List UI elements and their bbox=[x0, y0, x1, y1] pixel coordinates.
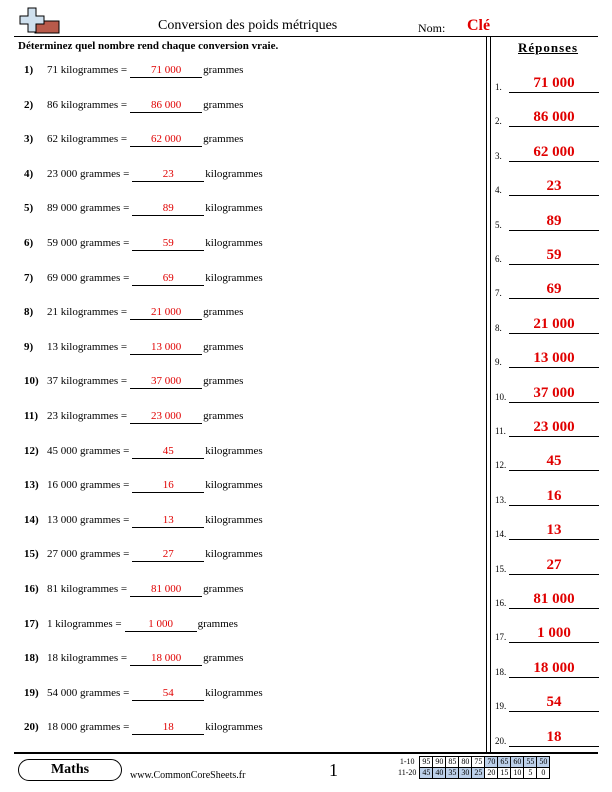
answer-key-value: 45 bbox=[509, 452, 599, 471]
answer-key-value: 13 000 bbox=[509, 349, 599, 368]
question-text bbox=[47, 548, 263, 562]
score-row bbox=[396, 768, 550, 779]
question-prompt: 23 kilogrammes = bbox=[47, 410, 128, 422]
answer-key-number: 12. bbox=[495, 460, 507, 471]
answer-blank[interactable]: 23 000 bbox=[130, 410, 202, 424]
column-divider bbox=[486, 36, 487, 752]
answer-key-row bbox=[495, 242, 605, 264]
answer-key-row bbox=[495, 552, 605, 574]
score-cell: 0 bbox=[537, 768, 550, 779]
score-cell: 10 bbox=[511, 768, 524, 779]
question-unit: grammes bbox=[197, 617, 238, 630]
answer-key-number: 8. bbox=[495, 322, 502, 333]
question-number: 10) bbox=[24, 375, 39, 388]
question-unit: kilogrammes bbox=[205, 513, 263, 526]
instructions: Déterminez quel nombre rend chaque conversion vraie. bbox=[18, 40, 279, 52]
question-text bbox=[47, 99, 243, 113]
answer-key-value: 23 bbox=[509, 177, 599, 196]
answer-blank[interactable]: 13 bbox=[132, 514, 204, 528]
answer-blank[interactable]: 16 bbox=[132, 479, 204, 493]
answer-blank[interactable]: 37 000 bbox=[130, 375, 202, 389]
question-number: 16) bbox=[24, 583, 39, 595]
answer-key-row bbox=[495, 345, 605, 367]
answer-key-row bbox=[495, 517, 605, 539]
score-table bbox=[396, 756, 550, 779]
page-number: 1 bbox=[329, 760, 338, 780]
question-prompt: 1 kilogrammes = bbox=[47, 617, 122, 630]
answer-key-value: 27 bbox=[509, 556, 599, 575]
question-number: 18) bbox=[24, 652, 39, 665]
question-prompt: 81 kilogrammes = bbox=[47, 583, 128, 595]
score-cell: 70 bbox=[485, 757, 498, 768]
score-cell: 60 bbox=[511, 757, 524, 768]
question-text bbox=[47, 168, 263, 182]
answer-key-number: 6. bbox=[495, 254, 502, 264]
score-cell: 75 bbox=[472, 757, 485, 768]
answer-key-value: 71 000 bbox=[509, 74, 599, 93]
question-prompt: 23 000 grammes = bbox=[47, 167, 130, 180]
answer-key-value: 81 000 bbox=[509, 590, 599, 609]
answer-key-row bbox=[495, 448, 605, 470]
question-number: 17) bbox=[24, 617, 39, 630]
score-cell: 30 bbox=[459, 768, 472, 779]
answer-key-number: 1. bbox=[495, 82, 502, 92]
question-number: 1) bbox=[24, 64, 34, 76]
question-text bbox=[47, 514, 263, 528]
answer-blank[interactable]: 71 000 bbox=[130, 64, 202, 78]
score-cell: 45 bbox=[420, 768, 433, 779]
question-unit: grammes bbox=[203, 410, 244, 422]
score-cell: 90 bbox=[433, 757, 446, 768]
answer-key-number: 11. bbox=[495, 426, 506, 436]
website-link[interactable]: www.CommonCoreSheets.fr bbox=[130, 770, 246, 781]
answer-blank[interactable]: 59 bbox=[132, 237, 204, 251]
question-number: 19) bbox=[24, 686, 39, 699]
question-text bbox=[47, 202, 263, 216]
answer-blank[interactable]: 13 000 bbox=[130, 341, 202, 355]
question-text bbox=[47, 618, 238, 632]
answer-key-number: 20. bbox=[495, 735, 507, 746]
question-unit: grammes bbox=[203, 64, 244, 76]
question-prompt: 13 000 grammes = bbox=[47, 513, 130, 526]
name-label: Nom: bbox=[418, 21, 446, 35]
answer-key-row bbox=[495, 380, 605, 402]
answer-key-value: 16 bbox=[509, 487, 599, 506]
answer-key-row bbox=[495, 414, 605, 436]
answer-blank[interactable]: 86 000 bbox=[130, 99, 202, 113]
question-number: 11) bbox=[24, 410, 39, 422]
question-text bbox=[47, 583, 243, 597]
answer-key-row bbox=[495, 724, 605, 746]
question-unit: kilogrammes bbox=[205, 548, 263, 561]
answer-blank[interactable]: 81 000 bbox=[130, 583, 202, 597]
answer-key-value: 13 bbox=[509, 521, 599, 540]
answer-key-row bbox=[495, 689, 605, 711]
question-unit: grammes bbox=[203, 652, 244, 665]
question-text bbox=[47, 272, 263, 286]
question-text bbox=[47, 375, 243, 389]
question-prompt: 13 kilogrammes = bbox=[47, 340, 128, 353]
score-cell: 95 bbox=[420, 757, 433, 768]
question-number: 9) bbox=[24, 340, 34, 353]
answer-key-number: 19. bbox=[495, 701, 507, 712]
answer-key-number: 18. bbox=[495, 666, 507, 677]
answer-key-value: 1 000 bbox=[509, 624, 599, 643]
question-unit: kilogrammes bbox=[205, 479, 263, 492]
question-prompt: 16 000 grammes = bbox=[47, 479, 130, 492]
answer-blank[interactable]: 54 bbox=[132, 687, 204, 701]
answer-key-value: 18 bbox=[509, 728, 599, 747]
question-text bbox=[47, 479, 263, 493]
question-text bbox=[47, 445, 263, 459]
answer-key-row bbox=[495, 620, 605, 642]
answer-blank[interactable]: 69 bbox=[132, 272, 204, 286]
answer-key-number: 13. bbox=[495, 494, 507, 505]
question-number: 5) bbox=[24, 202, 34, 215]
question-number: 13) bbox=[24, 479, 39, 492]
subject-badge: Maths bbox=[18, 759, 122, 781]
question-unit: grammes bbox=[203, 306, 244, 319]
question-prompt: 69 000 grammes = bbox=[47, 271, 130, 284]
answer-key-value: 23 000 bbox=[509, 418, 599, 437]
answer-key-number: 15. bbox=[495, 563, 507, 574]
answer-blank[interactable]: 21 000 bbox=[130, 306, 202, 320]
answer-key-value: 54 bbox=[509, 693, 599, 712]
question-text bbox=[47, 306, 243, 320]
answer-blank[interactable]: 62 000 bbox=[130, 133, 202, 147]
score-cell: 15 bbox=[498, 768, 511, 779]
score-row bbox=[396, 757, 550, 768]
answer-key-row bbox=[495, 104, 605, 126]
question-unit: kilogrammes bbox=[205, 271, 263, 284]
question-unit: grammes bbox=[203, 133, 244, 146]
answer-key-value: 89 bbox=[509, 212, 599, 231]
page-title: Conversion des poids métriques bbox=[158, 18, 338, 33]
question-text bbox=[47, 652, 243, 666]
score-cell: 55 bbox=[524, 757, 537, 768]
footer-divider bbox=[14, 752, 598, 754]
question-prompt: 86 kilogrammes = bbox=[47, 98, 128, 111]
score-cell: 80 bbox=[459, 757, 472, 768]
answer-key-value: 69 bbox=[509, 280, 599, 299]
answer-key-value: 37 000 bbox=[509, 384, 599, 403]
answer-key-number: 5. bbox=[495, 219, 502, 230]
answer-blank[interactable]: 45 bbox=[132, 445, 204, 459]
question-number: 14) bbox=[24, 513, 39, 526]
answer-key-row bbox=[495, 586, 605, 608]
question-number: 6) bbox=[24, 237, 34, 249]
answer-key-number: 4. bbox=[495, 185, 502, 196]
question-prompt: 18 kilogrammes = bbox=[47, 652, 128, 665]
score-cell: 20 bbox=[485, 768, 498, 779]
question-unit: grammes bbox=[203, 340, 244, 353]
column-divider bbox=[490, 36, 491, 752]
answer-key-number: 17. bbox=[495, 632, 507, 643]
answer-key-number: 9. bbox=[495, 357, 502, 368]
question-number: 7) bbox=[24, 271, 34, 284]
question-unit: grammes bbox=[203, 375, 244, 388]
question-text bbox=[47, 237, 263, 251]
answer-key-row bbox=[495, 173, 605, 195]
score-cell: 85 bbox=[446, 757, 459, 768]
question-text bbox=[47, 133, 243, 147]
question-number: 20) bbox=[24, 721, 39, 734]
question-prompt: 37 kilogrammes = bbox=[47, 375, 128, 388]
question-unit: kilogrammes bbox=[205, 686, 263, 699]
answer-key-value: 59 bbox=[509, 246, 599, 265]
question-number: 8) bbox=[24, 306, 34, 319]
answer-blank[interactable]: 89 bbox=[132, 202, 204, 216]
answer-key-number: 14. bbox=[495, 529, 507, 540]
question-text bbox=[47, 410, 243, 424]
question-prompt: 21 kilogrammes = bbox=[47, 306, 128, 319]
answer-key-number: 3. bbox=[495, 150, 502, 161]
score-cell: 40 bbox=[433, 768, 446, 779]
answer-blank[interactable]: 1 000 bbox=[125, 618, 197, 632]
question-prompt: 54 000 grammes = bbox=[47, 686, 130, 699]
answer-key-row bbox=[495, 139, 605, 161]
score-cell: 65 bbox=[498, 757, 511, 768]
question-prompt: 89 000 grammes = bbox=[47, 202, 130, 215]
answers-heading: Réponses bbox=[518, 40, 579, 55]
answer-key-row bbox=[495, 655, 605, 677]
question-prompt: 71 kilogrammes = bbox=[47, 64, 128, 76]
question-prompt: 18 000 grammes = bbox=[47, 721, 130, 734]
question-number: 2) bbox=[24, 98, 34, 111]
score-cell: 25 bbox=[472, 768, 485, 779]
header-divider bbox=[14, 36, 598, 37]
question-prompt: 62 kilogrammes = bbox=[47, 133, 128, 146]
question-prompt: 45 000 grammes = bbox=[47, 444, 130, 457]
question-prompt: 59 000 grammes = bbox=[47, 237, 130, 249]
answer-blank[interactable]: 18 000 bbox=[130, 652, 202, 666]
answer-key-row bbox=[495, 208, 605, 230]
answer-key-row bbox=[495, 276, 605, 298]
answer-key-number: 2. bbox=[495, 116, 502, 127]
question-unit: kilogrammes bbox=[205, 237, 263, 249]
answer-key-row bbox=[495, 311, 605, 333]
question-text bbox=[47, 721, 263, 735]
question-unit: kilogrammes bbox=[205, 202, 263, 215]
question-number: 4) bbox=[24, 167, 34, 180]
name-value: Clé bbox=[467, 17, 491, 34]
answer-key-value: 18 000 bbox=[509, 659, 599, 678]
score-row-label: 1-10 bbox=[399, 757, 415, 766]
question-number: 12) bbox=[24, 444, 39, 457]
question-unit: grammes bbox=[203, 98, 244, 111]
question-prompt: 27 000 grammes = bbox=[47, 548, 130, 561]
answer-key-number: 10. bbox=[495, 391, 507, 402]
score-row-label: 11-20 bbox=[398, 768, 417, 777]
question-number: 3) bbox=[24, 133, 34, 146]
answer-blank[interactable]: 23 bbox=[132, 168, 204, 182]
answer-key-row bbox=[495, 70, 605, 92]
answer-key-value: 86 000 bbox=[509, 108, 599, 127]
question-text bbox=[47, 341, 243, 355]
score-cell: 35 bbox=[446, 768, 459, 779]
answer-key-value: 21 000 bbox=[509, 315, 599, 334]
question-unit: kilogrammes bbox=[205, 721, 263, 734]
score-cell: 5 bbox=[524, 768, 537, 779]
answer-blank[interactable]: 27 bbox=[132, 548, 204, 562]
question-unit: kilogrammes bbox=[205, 444, 263, 457]
question-number: 15) bbox=[24, 548, 39, 561]
question-unit: grammes bbox=[203, 583, 244, 595]
question-text bbox=[47, 64, 243, 78]
answer-key-number: 16. bbox=[495, 598, 507, 608]
answer-key-number: 7. bbox=[495, 288, 502, 299]
answer-blank[interactable]: 18 bbox=[132, 721, 204, 735]
answer-key-value: 62 000 bbox=[509, 143, 599, 162]
question-text bbox=[47, 687, 263, 701]
score-cell: 50 bbox=[537, 757, 550, 768]
question-unit: kilogrammes bbox=[205, 167, 263, 180]
answer-key-row bbox=[495, 483, 605, 505]
